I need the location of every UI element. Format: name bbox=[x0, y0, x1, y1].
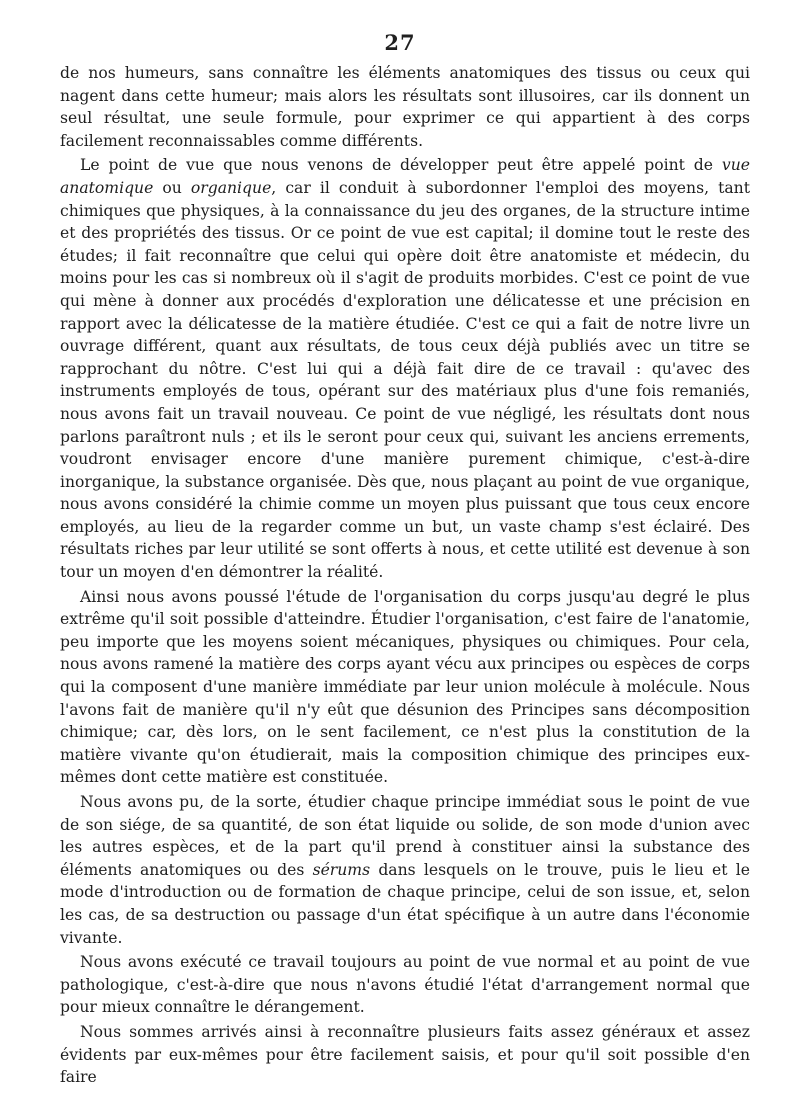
paragraph bbox=[60, 791, 750, 949]
italic-text: organique bbox=[190, 178, 272, 197]
italic-text: vue anatomique bbox=[60, 156, 750, 197]
text-run: Ainsi nous avons poussé l'étude de l'organisation du corps jusqu'au degré le plus extrême qu'il soit possible d'atteindre. Étudier l'organisation, c'est faire de l'anatomie, peu importe que les moyens soient mécaniques, physiques ou chimiques. Pour cela, nous avons ramené la matière des corps ayant vécu aux principes ou espèces de corps qui la composent d'une manière immédiate par leur union molécule à molécule. Nous l'avons fait de manière qu'il n'y eût que désunion des Principes sans décomposition chimique; car, dès lors, on le sent facilement, ce n'est plus la constitution de la matière vivante qu'on étudierait, mais la composition chimique des principes eux-mêmes dont cette matière est constituée. bbox=[60, 587, 750, 787]
text-run: , car il conduit à subordonner l'emploi des moyens, tant chimiques que physiques, à la connaissance du jeu des organes, de la structure intime et des propriétés des tissus. Or ce point de vue est capital; il domine tout le reste des études; il fait reconnaître que celui qui opère doit être anatomiste et médecin, du moins pour les cas si nombreux où il s'agit de produits morbides. C'est ce point de vue qui mène à donner aux procédés d'exploration une délicatesse et une précision en rapport avec la délicatesse de la matière étudiée. C'est ce qui a fait de notre livre un ouvrage différent, quant aux résultats, de tous ceux déjà publiés avec un titre se rapprochant du nôtre. C'est lui qui a déjà fait dire de ce travail : qu'avec des instruments employés de tous, opérant sur des matériaux plus d'une fois remaniés, nous avons fait un travail nouveau. Ce point de vue négligé, les résultats dont nous parlons paraîtront nuls ; et ils le seront pour ceux qui, suivant les anciens errements, voudront envisager encore d'une manière purement chimique, c'est-à-dire inorganique, la substance organisée. Dès que, nous plaçant au point de vue organique, nous avons considéré la chimie comme un moyen plus puissant que tous ceux encore employés, au lieu de la regarder comme un but, un vaste champ s'est éclairé. Des résultats riches par leur utilité se sont offerts à nous, et cette utilité est devenue à son tour un moyen d'en démontrer la réalité. bbox=[60, 178, 750, 582]
text-run: Le point de vue que nous venons de développer peut être appelé point de bbox=[80, 156, 722, 175]
text-run: Nous avons pu, de la sorte, étudier chaque principe immédiat sous le point de vue de son siége, de sa quantité, de son état liquide ou solide, de son mode d'union avec les autres espèces, et de la part qu'il prend à constituer ainsi la substance des éléments anatomiques ou des bbox=[60, 793, 750, 879]
text-run: Nous sommes arrivés ainsi à reconnaître plusieurs faits assez généraux et assez évidents par eux-mêmes pour être facilement saisis, et pour qu'il soit possible d'en faire bbox=[60, 1022, 750, 1087]
page-number: 27 bbox=[384, 30, 416, 55]
paragraph bbox=[60, 951, 750, 1019]
text-run: ou bbox=[153, 178, 191, 197]
page-text bbox=[60, 62, 750, 1091]
text-run: de nos humeurs, sans connaître les éléments anatomiques des tissus ou ceux qui nagent dans cette humeur; mais alors les résultats sont illusoires, car ils donnent un seul résultat, une seule formule, pour exprimer ce qui appartient à des corps facilement reconnaissables comme différents. bbox=[60, 64, 750, 150]
text-run: dans lesquels on le trouve, puis le lieu et le mode d'introduction ou de formation de chaque principe, celui de son issue, et, selon les cas, de sa destruction ou passage d'un état spécifique à un autre dans l'économie vivante. bbox=[60, 860, 750, 947]
paragraph bbox=[60, 1021, 750, 1089]
italic-text: sérums bbox=[312, 860, 371, 879]
paragraph bbox=[60, 586, 750, 789]
text-run: Nous avons exécuté ce travail toujours au point de vue normal et au point de vue pathologique, c'est-à-dire que nous n'avons étudié l'état d'arrangement normal que pour mieux connaître le dérangement. bbox=[60, 953, 750, 1017]
paragraph bbox=[60, 154, 750, 583]
paragraph bbox=[60, 62, 750, 152]
